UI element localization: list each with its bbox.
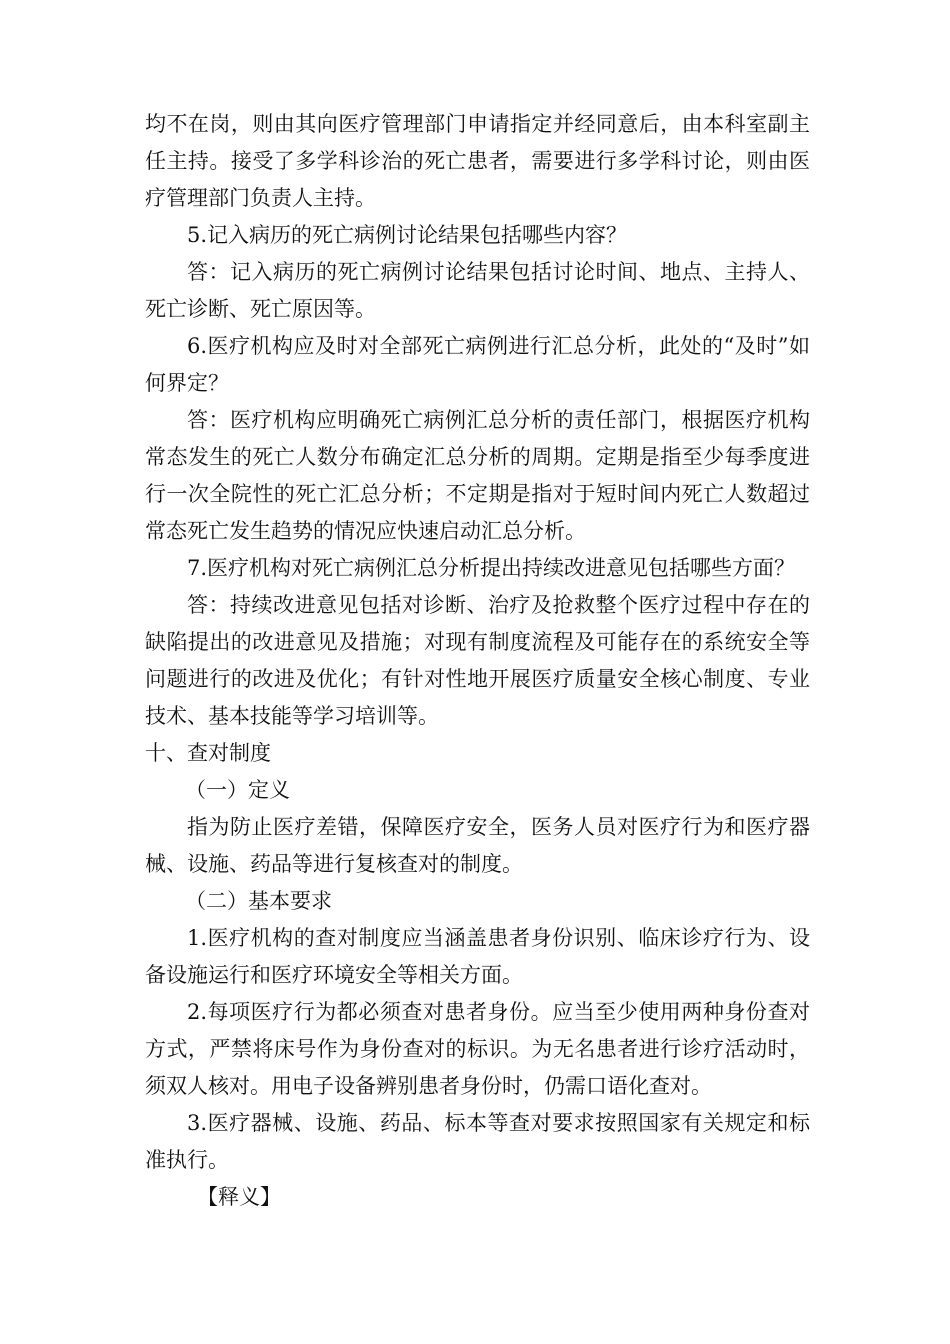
paragraph-continuation: 均不在岗，则由其向医疗管理部门申请指定并经同意后，由本科室副主任主持。接受了多学科诊治的死亡患者，需要进行多学科讨论，则由医疗管理部门负责人主持。	[145, 112, 810, 210]
answer-5: 答：记入病历的死亡病例讨论结果包括讨论时间、地点、主持人、死亡诊断、死亡原因等。	[145, 260, 810, 321]
answer-6: 答：医疗机构应明确死亡病例汇总分析的责任部门，根据医疗机构常态发生的死亡人数分布确定汇总分析的周期。定期是指至少每季度进行一次全院性的死亡汇总分析；不定期是指对于短时间内死亡人数超过常态死亡发生趋势的情况应快速启动汇总分析。	[145, 408, 810, 543]
question-7: 7.医疗机构对死亡病例汇总分析提出持续改进意见包括哪些方面？	[187, 556, 796, 580]
question-6: 6.医疗机构应及时对全部死亡病例进行汇总分析，此处的“及时”如何界定？	[145, 334, 810, 395]
definition-text: 指为防止医疗差错，保障医疗安全，医务人员对医疗行为和医疗器械、设施、药品等进行复核查对的制度。	[145, 815, 810, 876]
requirement-2: 2.每项医疗行为都必须查对患者身份。应当至少使用两种身份查对方式，严禁将床号作为身份查对的标识。为无名患者进行诊疗活动时，须双人核对。用电子设备辨别患者身份时，仍需口语化查对。	[145, 1000, 810, 1098]
interpretation-heading: 【释义】	[197, 1185, 281, 1209]
question-5: 5.记入病历的死亡病例讨论结果包括哪些内容？	[187, 223, 628, 247]
subheading-requirements: （二）基本要求	[185, 889, 332, 913]
answer-7: 答：持续改进意见包括对诊断、治疗及抢救整个医疗过程中存在的缺陷提出的改进意见及措施；对现有制度流程及可能存在的系统安全等问题进行的改进及优化；有针对性地开展医疗质量安全核心制度、专业技术、基本技能等学习培训等。	[145, 593, 810, 728]
section-heading: 十、查对制度	[145, 741, 271, 765]
requirement-1: 1.医疗机构的查对制度应当涵盖患者身份识别、临床诊疗行为、设备设施运行和医疗环境安全等相关方面。	[145, 926, 810, 987]
subheading-definition: （一）定义	[185, 778, 290, 802]
requirement-3: 3.医疗器械、设施、药品、标本等查对要求按照国家有关规定和标准执行。	[145, 1111, 810, 1172]
